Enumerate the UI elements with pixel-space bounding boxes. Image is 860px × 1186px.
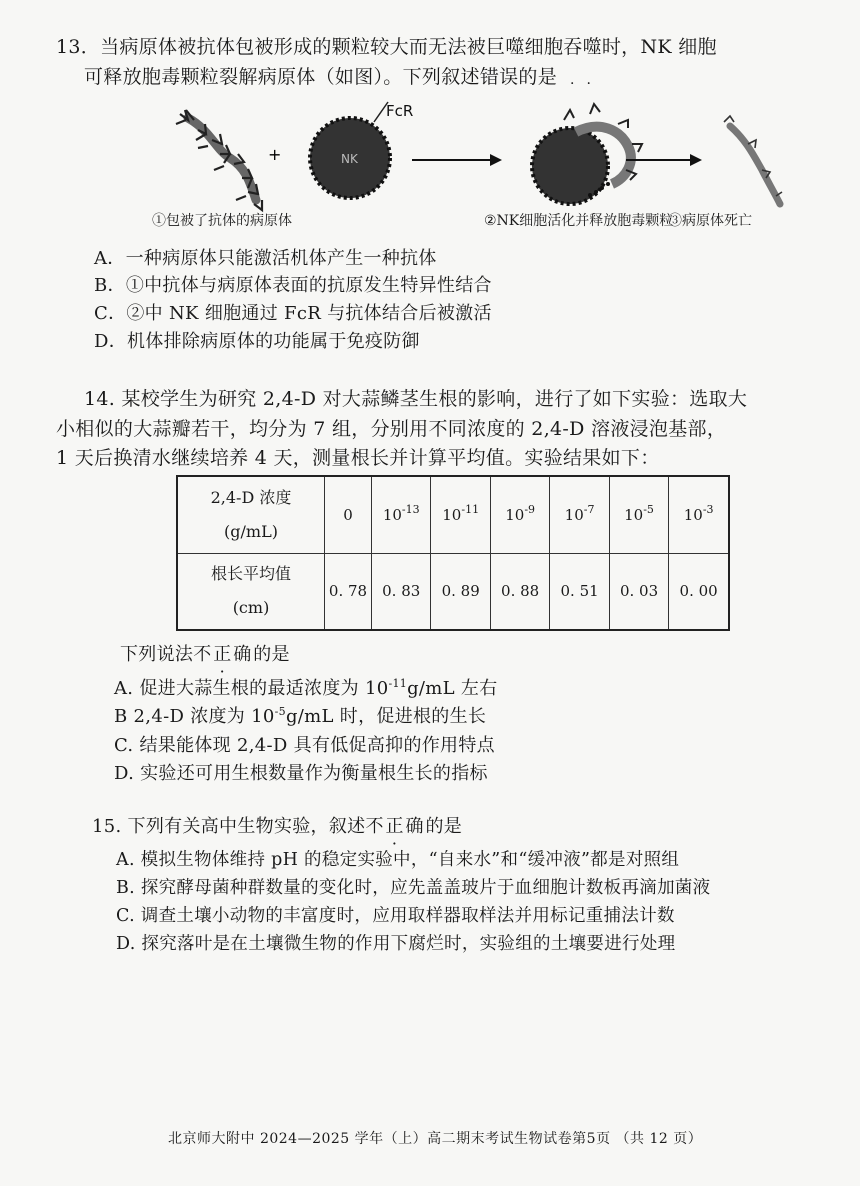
- q15-option-c: C. 调查土壤小动物的丰富度时，应用取样器取样法并用标记重捕法计数: [116, 906, 675, 926]
- svg-text:NK: NK: [341, 152, 358, 166]
- table-cell: 0. 88: [490, 553, 549, 630]
- q14-option-b: B 2,4-D 浓度为 $10^{-5}g/mL$ 时，促进根的生长: [114, 705, 487, 727]
- q14-question-stem: 下列说法不正确的是: [120, 640, 290, 666]
- results-table: [176, 475, 730, 631]
- figure-caption-2: ②NK细胞活化并释放胞毒颗粒: [484, 213, 674, 229]
- page-footer: 北京师大附中 2024—2025 学年（上）高二期末考试生物试卷第5页 （共 12 页）: [168, 1131, 703, 1147]
- table-cell: 0. 51: [550, 553, 609, 630]
- table-cell: 0. 83: [372, 553, 431, 630]
- emphasis-mark: 错误: [479, 66, 519, 88]
- table-cell: 0. 00: [669, 553, 729, 630]
- emphasis-mark: 不正确: [193, 644, 254, 665]
- q15-option-a: A. 模拟生物体维持 pH 的稳定实验中，“自来水”和“缓冲液”都是对照组: [116, 850, 680, 870]
- q14-option-d: D. 实验还可用生根数量作为衡量根生长的指标: [114, 763, 488, 784]
- table-row-root-length: [177, 553, 729, 630]
- q13-option-d: D．机体排除病原体的功能属于免疫防御: [94, 331, 420, 352]
- q13-option-c: C．②中 NK 细胞通过 FcR 与抗体结合后被激活: [94, 303, 492, 324]
- q14-option-c: C. 结果能体现 2,4-D 具有低促高抑的作用特点: [114, 735, 495, 756]
- table-cell: 0. 89: [431, 553, 490, 630]
- table-header-root-length: 根长平均值 (cm): [177, 553, 325, 630]
- svg-text:FcR: FcR: [386, 102, 414, 120]
- activated-nk-graphic: [532, 104, 642, 204]
- table-cell: $10^{-13}$: [372, 476, 431, 553]
- table-cell: $10^{-5}$: [609, 476, 668, 553]
- table-cell: $10^{-11}$: [431, 476, 490, 553]
- q13-stem-line2: 可释放胞毒颗粒裂解病原体（如图）。下列叙述错误的是 ··: [84, 66, 603, 92]
- q15-option-d: D. 探究落叶是在土壤微生物的作用下腐烂时，实验组的土壤要进行处理: [116, 934, 676, 954]
- table-cell: $10^{-7}$: [550, 476, 609, 553]
- q15-question-stem: 15. 下列有关高中生物实验，叙述不正确的是: [92, 812, 462, 838]
- svg-text:+: +: [268, 145, 282, 164]
- q15-option-b: B. 探究酵母菌种群数量的变化时，应先盖盖玻片于血细胞计数板再滴加菌液: [116, 878, 711, 898]
- figure-caption-3: ③病原体死亡: [668, 213, 752, 229]
- table-cell: $10^{-9}$: [490, 476, 549, 553]
- table-cell: 0: [325, 476, 372, 553]
- q13-option-b: B．①中抗体与病原体表面的抗原发生特异性结合: [94, 275, 492, 296]
- q13-option-a: A．一种病原体只能激活机体产生一种抗体: [94, 248, 437, 269]
- q13-stem-line1: 13．当病原体被抗体包被形成的颗粒较大而无法被巨噬细胞吞噬时，NK 细胞: [56, 36, 717, 58]
- coated-pathogen-graphic: [176, 110, 262, 210]
- emphasis-mark: 不正确: [365, 816, 426, 837]
- q14-stem-line3: 1 天后换清水继续培养 4 天，测量根长并计算平均值。实验结果如下：: [56, 447, 660, 469]
- q14-stem-line1: 14. 某校学生为研究 2,4-D 对大蒜鳞茎生根的影响，进行了如下实验：选取大: [84, 388, 748, 410]
- nk-cell-graphic: [310, 118, 390, 198]
- table-header-concentration: 2,4-D 浓度 (g/mL): [177, 476, 325, 553]
- q14-option-a: A. 促进大蒜生根的最适浓度为 $10^{-11}g/mL$ 左右: [114, 677, 498, 699]
- table-cell: 0. 03: [609, 553, 668, 630]
- q14-stem-line2: 小相似的大蒜瓣若干，均分为 7 组，分别用不同浓度的 2,4-D 溶液浸泡基部，: [56, 418, 727, 440]
- table-row-concentration: [177, 476, 729, 553]
- table-cell: $10^{-3}$: [669, 476, 729, 553]
- dead-pathogen-graphic: [724, 116, 782, 204]
- figure-caption-1: ①包被了抗体的病原体: [152, 213, 292, 229]
- table-cell: 0. 78: [325, 553, 372, 630]
